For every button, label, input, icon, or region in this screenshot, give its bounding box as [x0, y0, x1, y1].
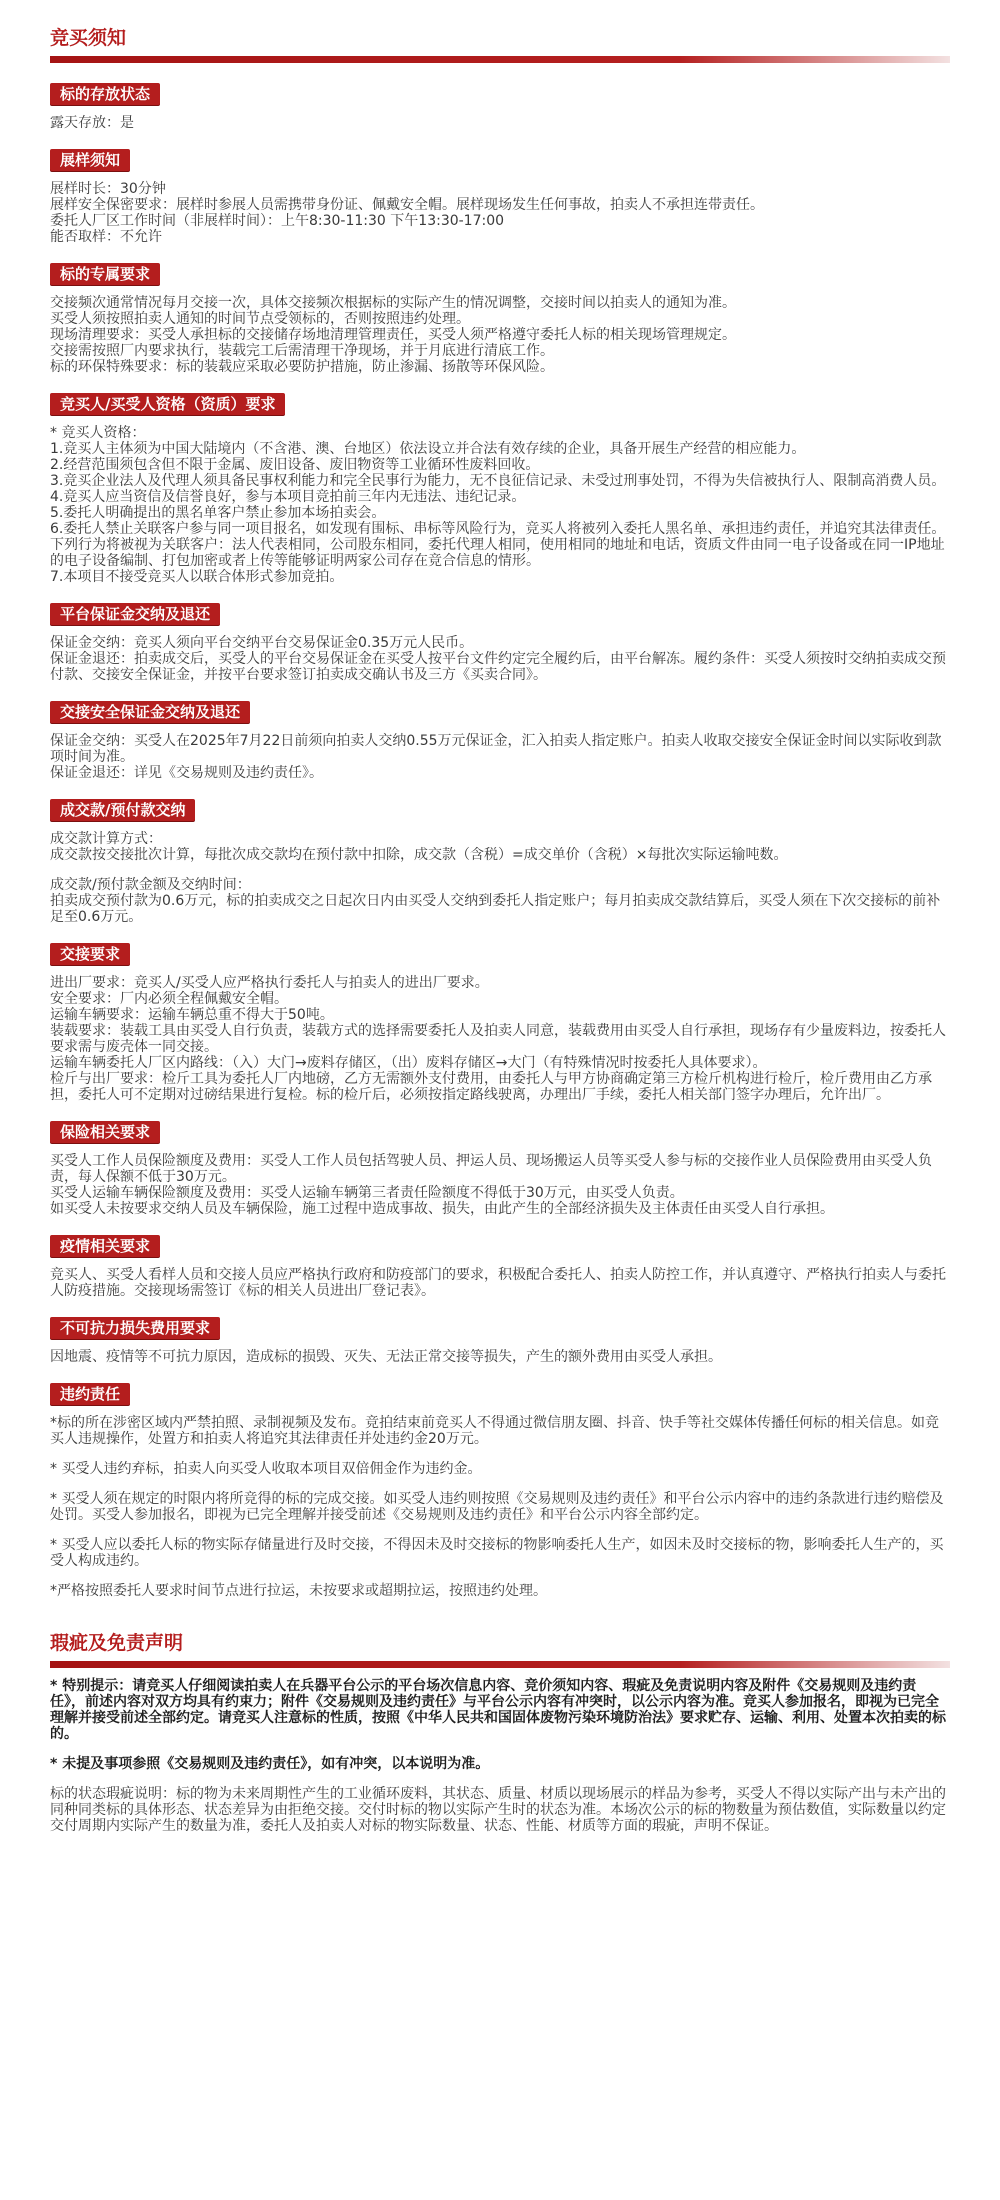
paragraph-gap: [50, 1447, 950, 1461]
disclaimer-plain-line: 标的状态瑕疵说明：标的物为未来周期性产生的工业循环废料，其状态、质量、材质以现场展示的样品为参考，买受人不得以实际产出与未产出的同种同类标的具体形态、状态差异为由拒绝交接。交付时标的物以实际产生时的状态为准。本场次公示的标的物数量为预估数值，实际数量以约定交付周期内实际产生的数量为准，委托人及拍卖人对标的物实际数量、状态、性能、材质等方面的瑕疵，声明不保证。: [50, 1786, 946, 1834]
section: [50, 701, 950, 781]
paragraph-gap: [50, 1523, 950, 1537]
paragraph-gap: [50, 1569, 950, 1583]
section: [50, 149, 950, 245]
section-line: 竞买人、买受人看样人员和交接人员应严格执行政府和防疫部门的要求，积极配合委托人、拍卖人防控工作，并认真遵守、严格执行拍卖人与委托人防疫措施。交接现场需签订《标的相关人员进出厂登记表》。: [50, 1267, 946, 1299]
section-line: 委托人厂区工作时间（非展样时间）：上午8:30-11:30 下午13:30-17:00: [50, 213, 505, 229]
section-line: 成交款计算方式：: [50, 831, 162, 847]
section-line: 检斤与出厂要求：检斤工具为委托人厂内地磅，乙方无需额外支付费用，由委托人与甲方协商确定第三方检斤机构进行检斤，检斤费用由乙方承担，委托人可不定期对过磅结果进行复检。标的检斤后，必须按指定路线驶离，办理出厂手续，委托人相关部门签字办理后，允许出厂。: [50, 1071, 932, 1103]
section-line: 保证金交纳：买受人在2025年7月22日前须向拍卖人交纳0.55万元保证金，汇入拍卖人指定账户。拍卖人收取交接安全保证金时间以实际收到款项时间为准。: [50, 733, 942, 765]
section-line: 进出厂要求：竞买人/买受人应严格执行委托人与拍卖人的进出厂要求。: [50, 975, 489, 991]
section-line: 露天存放：是: [50, 115, 134, 131]
disclaimer-bold-line: * 特别提示：请竞买人仔细阅读拍卖人在兵器平台公示的平台场次信息内容、竞价须知内容、瑕疵及免责说明内容及附件《交易规则及违约责任》，前述内容对双方均具有约束力；附件《交易规则及违约责任》与平台公示内容有冲突时，以公示内容为准。竞买人参加报名，即视为已完全理解并接受前述全部约定。请竞买人注意标的性质，按照《中华人民共和国固体废物污染环境防治法》要求贮存、运输、利用、处置本次拍卖的标的。: [50, 1678, 946, 1742]
section-label: 交接安全保证金交纳及退还: [50, 701, 250, 723]
title-divider: [50, 56, 950, 63]
paragraph-gap: [50, 1772, 950, 1786]
section-line: * 竞买人资格：: [50, 425, 146, 441]
section-line: 拍卖成交预付款为0.6万元，标的拍卖成交之日起次日内由买受人交纳到委托人指定账户；每月拍卖成交款结算后，买受人须在下次交接标的前补足至0.6万元。: [50, 893, 941, 925]
section-label: 保险相关要求: [50, 1121, 160, 1143]
section-label: 平台保证金交纳及退还: [50, 603, 220, 625]
section-line: 1.竞买人主体须为中国大陆境内（不含港、澳、台地区）依法设立并合法有效存续的企业，具备开展生产经营的相应能力。: [50, 441, 806, 457]
disclaimer-divider: [50, 1661, 950, 1668]
section-line: 安全要求：厂内必须全程佩戴安全帽。: [50, 991, 288, 1007]
section-line: 交接需按照厂内要求执行，装载完工后需清理干净现场，并于月底进行清底工作。: [50, 343, 554, 359]
section-label: 展样须知: [50, 149, 130, 171]
disclaimer-bold-line: * 未提及事项参照《交易规则及违约责任》，如有冲突，以本说明为准。: [50, 1756, 490, 1772]
section-body: [50, 115, 950, 131]
section-body: [50, 635, 950, 683]
section-label: 竞买人/买受人资格（资质）要求: [50, 393, 285, 415]
section-body: [50, 1153, 950, 1217]
section-line: 交接频次通常情况每月交接一次，具体交接频次根据标的实际产生的情况调整，交接时间以拍卖人的通知为准。: [50, 295, 736, 311]
section-line: 成交款/预付款金额及交纳时间：: [50, 877, 251, 893]
sections-container: [50, 83, 950, 1599]
section-line: 标的环保特殊要求：标的装载应采取必要防护措施，防止渗漏、扬散等环保风险。: [50, 359, 554, 375]
section-body: [50, 1267, 950, 1299]
section-line: 成交款按交接批次计算，每批次成交款均在预付款中扣除，成交款（含税）=成交单价（含税）×每批次实际运输吨数。: [50, 847, 788, 863]
disclaimer-title: 瑕疵及免责声明: [50, 1632, 184, 1654]
section-body: [50, 295, 950, 375]
section: [50, 943, 950, 1103]
section-line: 3.竞买企业法人及代理人须具备民事权利能力和完全民事行为能力，无不良征信记录、未受过刑事处罚，不得为失信被执行人、限制高消费人员。: [50, 473, 946, 489]
section-body: [50, 181, 950, 245]
section: [50, 83, 950, 131]
section: [50, 799, 950, 925]
section-line: 保证金退还：拍卖成交后，买受人的平台交易保证金在买受人按平台文件约定完全履约后，由平台解冻。履约条件：买受人须按时交纳拍卖成交预付款、交接安全保证金，并按平台要求签订拍卖成交确认书及三方《买卖合同》。: [50, 651, 946, 683]
section-line: 展样安全保密要求：展样时参展人员需携带身份证、佩戴安全帽。展样现场发生任何事故，拍卖人不承担连带责任。: [50, 197, 764, 213]
section: [50, 263, 950, 375]
section-label: 标的专属要求: [50, 263, 160, 285]
section-line: 运输车辆委托人厂区内路线：（入）大门→废料存储区，（出）废料存储区→大门（有特殊情况时按委托人具体要求）。: [50, 1055, 767, 1071]
section-label: 疫情相关要求: [50, 1235, 160, 1257]
section-line: 5.委托人明确提出的黑名单客户禁止参加本场拍卖会。: [50, 505, 386, 521]
section: [50, 1317, 950, 1365]
section-line: 保证金退还：详见《交易规则及违约责任》。: [50, 765, 323, 781]
section-line: 买受人工作人员保险额度及费用：买受人工作人员包括驾驶人员、押运人员、现场搬运人员等买受人参与标的交接作业人员保险费用由买受人负责，每人保额不低于30万元。: [50, 1153, 932, 1185]
section-line: *严格按照委托人要求时间节点进行拉运，未按要求或超期拉运，按照违约处理。: [50, 1583, 547, 1599]
section-line: * 买受人违约弃标，拍卖人向买受人收取本项目双倍佣金作为违约金。: [50, 1461, 482, 1477]
section-label: 成交款/预付款交纳: [50, 799, 195, 821]
page-title: 竞买须知: [50, 27, 127, 49]
disclaimer-section: [50, 1629, 950, 1834]
section-label: 交接要求: [50, 943, 130, 965]
section-line: *标的所在涉密区域内严禁拍照、录制视频及发布。竞拍结束前竞买人不得通过微信朋友圈、抖音、快手等社交媒体传播任何标的相关信息。如竞买人违规操作，处置方和拍卖人将追究其法律责任并处违约金20万元。: [50, 1415, 939, 1447]
section-body: [50, 975, 950, 1103]
section-line: 7.本项目不接受竞买人以联合体形式参加竞拍。: [50, 569, 344, 585]
section-line: 6.委托人禁止关联客户参与同一项目报名，如发现有围标、串标等风险行为，竞买人将被列入委托人黑名单、承担违约责任，并追究其法律责任。下列行为将被视为关联客户：法人代表相同，公司股东相同，委托代理人相同，使用相同的地址和电话，资质文件由同一电子设备或在同一IP地址的电子设备编制、打包加密或者上传等能够证明两家公司存在竞合信息的情形。: [50, 521, 946, 569]
section-body: [50, 831, 950, 925]
section-line: 买受人运输车辆保险额度及费用：买受人运输车辆第三者责任险额度不得低于30万元，由买受人负责。: [50, 1185, 684, 1201]
section-line: 2.经营范围须包含但不限于金属、废旧设备、废旧物资等工业循环性废料回收。: [50, 457, 540, 473]
section-line: * 买受人应以委托人标的物实际存储量进行及时交接，不得因未及时交接标的物影响委托人生产，如因未及时交接标的物，影响委托人生产的，买受人构成违约。: [50, 1537, 944, 1569]
section-line: 装载要求：装载工具由买受人自行负责，装载方式的选择需要委托人及拍卖人同意，装载费用由买受人自行承担，现场存有少量废料边，按委托人要求需与废壳体一同交接。: [50, 1023, 946, 1055]
section-body: [50, 1415, 950, 1599]
section-label: 违约责任: [50, 1383, 130, 1405]
section-line: * 买受人须在规定的时限内将所竞得的标的完成交接。如买受人违约则按照《交易规则及违约责任》和平台公示内容中的违约条款进行违约赔偿及处罚。买受人参加报名，即视为已完全理解并接受前述《交易规则及违约责任》和平台公示内容全部约定。: [50, 1491, 944, 1523]
section-body: [50, 733, 950, 781]
page-header: [50, 24, 950, 63]
section-body: [50, 425, 950, 585]
section-line: 保证金交纳：竞买人须向平台交纳平台交易保证金0.35万元人民币。: [50, 635, 474, 651]
section-body: [50, 1349, 950, 1365]
section-line: 能否取样：不允许: [50, 229, 162, 245]
section-line: 展样时长：30分钟: [50, 181, 166, 197]
section-line: 因地震、疫情等不可抗力原因，造成标的损毁、灭失、无法正常交接等损失，产生的额外费用由买受人承担。: [50, 1349, 722, 1365]
section: [50, 1235, 950, 1299]
paragraph-gap: [50, 1742, 950, 1756]
section: [50, 603, 950, 683]
disclaimer-body: [50, 1678, 950, 1834]
section-label: 标的存放状态: [50, 83, 160, 105]
section-label: 不可抗力损失费用要求: [50, 1317, 220, 1339]
paragraph-gap: [50, 863, 950, 877]
section: [50, 1121, 950, 1217]
paragraph-gap: [50, 1477, 950, 1491]
section-line: 买受人须按照拍卖人通知的时间节点受领标的，否则按照违约处理。: [50, 311, 470, 327]
section-line: 现场清理要求：买受人承担标的交接储存场地清理管理责任，买受人须严格遵守委托人标的相关现场管理规定。: [50, 327, 736, 343]
section-line: 如买受人未按要求交纳人员及车辆保险，施工过程中造成事故、损失，由此产生的全部经济损失及主体责任由买受人自行承担。: [50, 1201, 834, 1217]
section: [50, 393, 950, 585]
section-line: 4.竞买人应当资信及信誉良好，参与本项目竞拍前三年内无违法、违纪记录。: [50, 489, 526, 505]
section-line: 运输车辆要求：运输车辆总重不得大于50吨。: [50, 1007, 334, 1023]
section: [50, 1383, 950, 1599]
